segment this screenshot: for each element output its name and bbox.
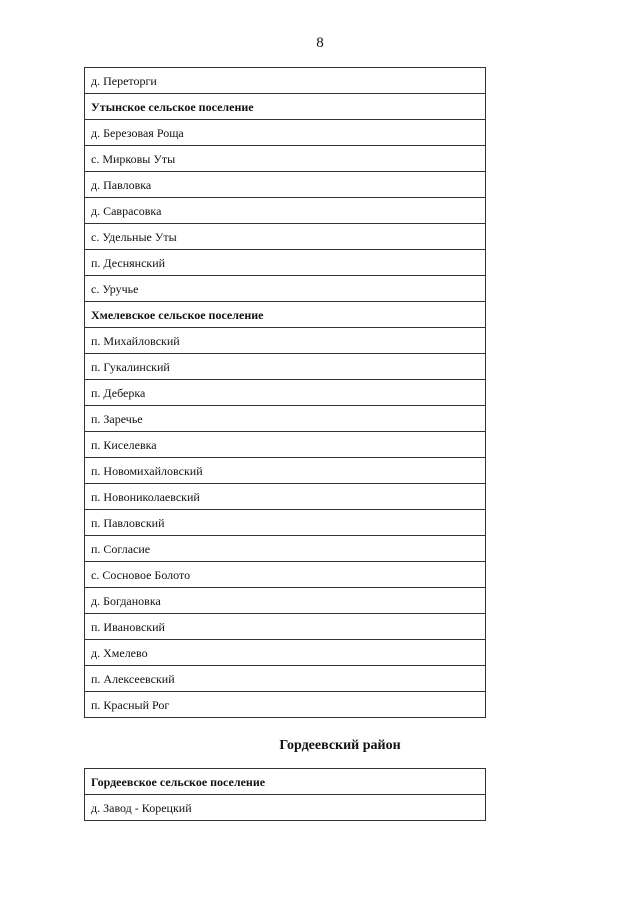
settlement-row (85, 120, 486, 146)
settlement-row (85, 795, 486, 821)
settlement-row (85, 614, 486, 640)
settlement-name: п. Ивановский (85, 614, 486, 640)
settlement-name: п. Деснянский (85, 250, 486, 276)
settlement-name: п. Деберка (85, 380, 486, 406)
settlement-row (85, 328, 486, 354)
settlement-name: п. Павловский (85, 510, 486, 536)
settlement-row (85, 276, 486, 302)
page-number: 8 (316, 35, 324, 51)
settlement-name: п. Киселевка (85, 432, 486, 458)
settlement-group-name: Утынское сельское поселение (85, 94, 486, 120)
settlement-name: п. Гукалинский (85, 354, 486, 380)
settlement-name: д. Завод - Корецкий (85, 795, 486, 821)
settlement-name: п. Красный Рог (85, 692, 486, 718)
settlement-group-name: Гордеевское сельское поселение (85, 769, 486, 795)
settlement-name: с. Мирковы Уты (85, 146, 486, 172)
settlement-row (85, 536, 486, 562)
settlement-name: п. Михайловский (85, 328, 486, 354)
settlement-name: п. Согласие (85, 536, 486, 562)
settlement-name: д. Переторги (85, 68, 486, 94)
settlement-name: д. Хмелево (85, 640, 486, 666)
settlement-row (85, 588, 486, 614)
settlement-name: п. Алексеевский (85, 666, 486, 692)
settlement-row (85, 198, 486, 224)
settlement-row (85, 250, 486, 276)
settlement-row (85, 68, 486, 94)
settlement-row (85, 562, 486, 588)
settlement-name: д. Саврасовка (85, 198, 486, 224)
gordeevsky-settlements-table (84, 768, 486, 821)
settlement-group-row (85, 302, 486, 328)
settlement-row (85, 484, 486, 510)
settlements-table (84, 67, 486, 718)
settlement-row (85, 172, 486, 198)
settlement-row (85, 692, 486, 718)
settlement-row (85, 458, 486, 484)
settlement-name: д. Богдановка (85, 588, 486, 614)
settlement-row (85, 510, 486, 536)
settlement-group-row (85, 769, 486, 795)
settlement-name: с. Удельные Уты (85, 224, 486, 250)
settlement-name: с. Уручье (85, 276, 486, 302)
settlement-name: д. Павловка (85, 172, 486, 198)
district-title: Гордеевский район (279, 738, 401, 753)
settlement-name: п. Новониколаевский (85, 484, 486, 510)
settlement-row (85, 354, 486, 380)
settlement-row (85, 380, 486, 406)
settlement-row (85, 640, 486, 666)
settlement-row (85, 432, 486, 458)
settlement-row (85, 666, 486, 692)
settlement-group-row (85, 94, 486, 120)
settlement-row (85, 406, 486, 432)
settlement-group-name: Хмелевское сельское поселение (85, 302, 486, 328)
settlement-name: с. Сосновое Болото (85, 562, 486, 588)
settlement-row (85, 224, 486, 250)
settlement-name: д. Березовая Роща (85, 120, 486, 146)
settlement-name: п. Заречье (85, 406, 486, 432)
settlement-name: п. Новомихайловский (85, 458, 486, 484)
settlement-row (85, 146, 486, 172)
